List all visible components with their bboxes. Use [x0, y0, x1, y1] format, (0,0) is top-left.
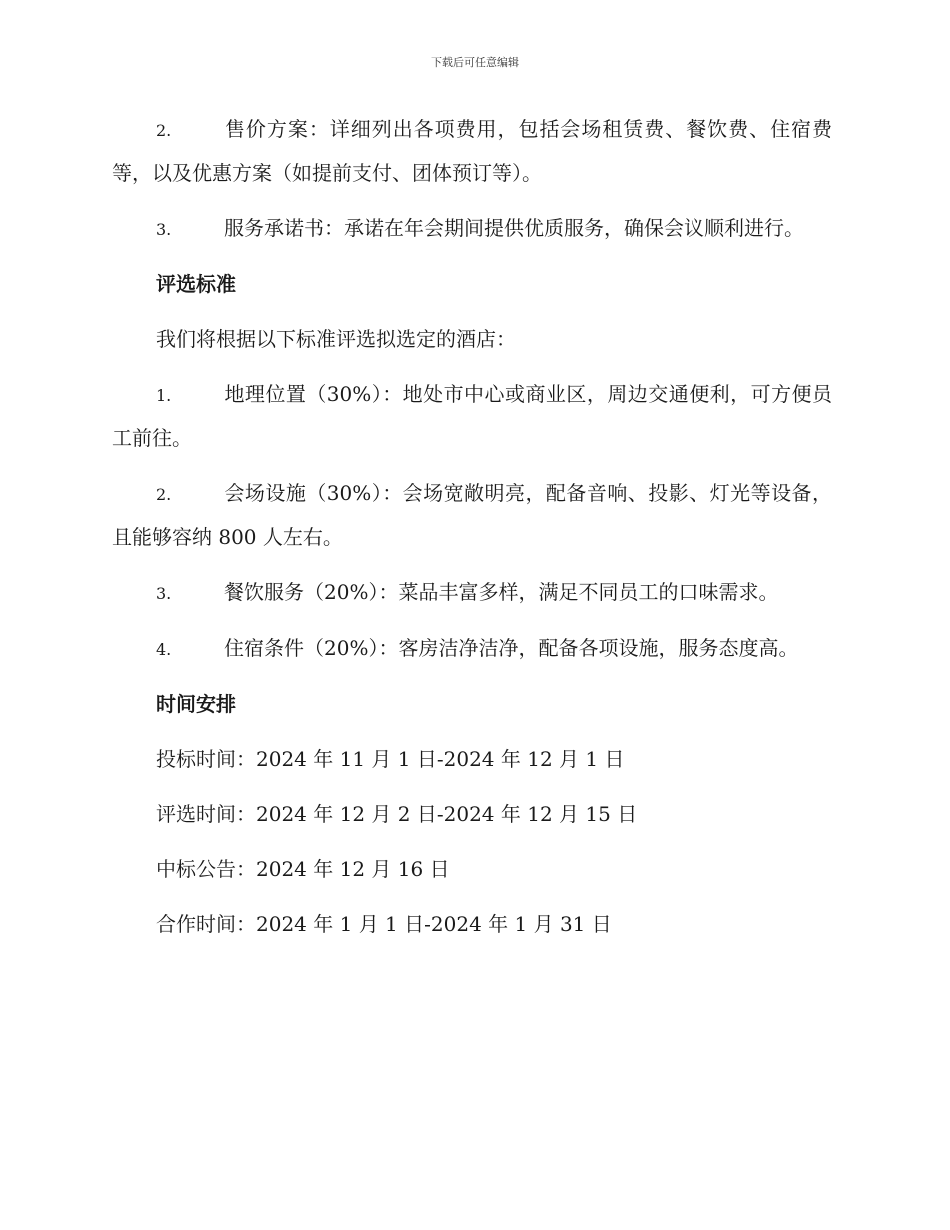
schedule-line-evaluation: 评选时间：2024 年 12 月 2 日-2024 年 12 月 15 日 — [156, 802, 638, 826]
list-number: 2. — [156, 485, 172, 504]
list-item-criteria-2 — [112, 472, 832, 559]
list-text: 服务承诺书：承诺在年会期间提供优质服务，确保会议顺利进行。 — [224, 216, 804, 240]
schedule-line-announcement: 中标公告：2024 年 12 月 16 日 — [156, 857, 450, 881]
list-number: 1. — [156, 386, 172, 405]
schedule-line-cooperation: 合作时间：2024 年 1 月 1 日-2024 年 1 月 31 日 — [156, 912, 612, 936]
list-text: 售价方案：详细列出各项费用，包括会场租赁费、餐饮费、住宿费等，以及优惠方案（如提前支付、团体预订等）。 — [112, 117, 832, 185]
section-heading-schedule: 时间安排 — [156, 692, 236, 716]
list-number: 3. — [156, 584, 172, 603]
list-number: 4. — [156, 640, 172, 659]
list-text: 餐饮服务（20%）：菜品丰富多样，满足不同员工的口味需求。 — [224, 580, 779, 604]
list-text: 住宿条件（20%）：客房洁净洁净，配备各项设施，服务态度高。 — [224, 636, 799, 660]
list-number: 3. — [156, 220, 172, 239]
list-number: 2. — [156, 121, 172, 140]
list-item-pricing — [112, 108, 832, 195]
section-heading-criteria: 评选标准 — [156, 272, 236, 296]
page-header: 下载后可任意编辑 — [431, 56, 519, 69]
list-text: 会场设施（30%）：会场宽敞明亮，配备音响、投影、灯光等设备，且能够容纳 800 人左右。 — [112, 481, 832, 549]
document-body — [112, 108, 832, 958]
list-item-criteria-1 — [112, 373, 832, 460]
criteria-intro: 我们将根据以下标准评选拟选定的酒店： — [156, 327, 516, 351]
list-item-service — [112, 207, 832, 251]
schedule-line-bidding: 投标时间：2024 年 11 月 1 日-2024 年 12 月 1 日 — [156, 747, 625, 771]
list-item-criteria-3 — [112, 571, 832, 615]
list-item-criteria-4 — [112, 627, 832, 671]
list-text: 地理位置（30%）：地处市中心或商业区，周边交通便利，可方便员工前往。 — [112, 382, 832, 450]
